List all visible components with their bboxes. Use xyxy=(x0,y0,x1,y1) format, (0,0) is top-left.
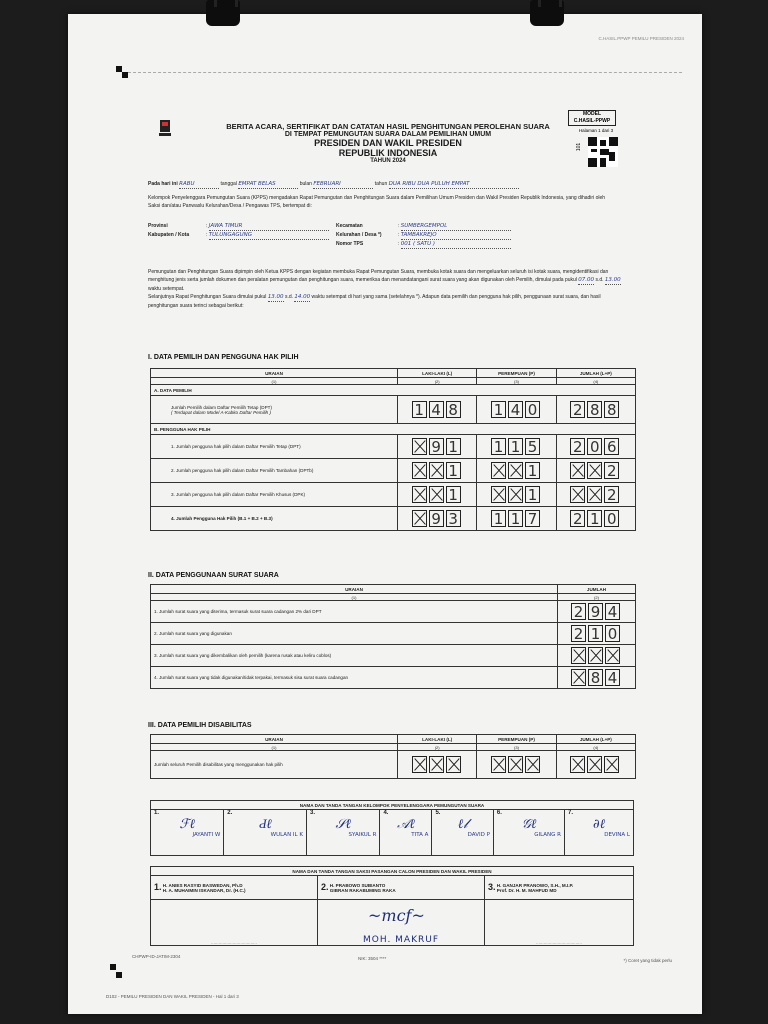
kpu-logo-icon xyxy=(158,118,172,138)
kpps-member-number: 5. xyxy=(435,810,441,816)
procedure-paragraph: Pemungutan dan Penghitungan Suara dipimpin oleh Ketua KPPS dengan kegiatan membuka Rapat Pemungutan Suara, membuka kotak suara dan mengeluarkan seluruh isi kotak suara, mengidentifikasi dan menghitung jenis serta jumlah dokumen dan peralatan pemungutan dan penghitungan suara, memeriksa dan menandatangani surat suara yang akan digunakan oleh Pemilih, dimulai pada pukul 07.00 s.d. 13.00 waktu setempat. Selanjutnya Rapat Penghitungan Suara dimulai pukul 13.00 s.d. 14.00 waktu setempat di hari yang sama (setelahnya *). Adapun data pemilih dan pengguna hak pilih, penggunaan surat suara, dan hasil penghitungan suara terinci sebagai berikut: xyxy=(148,269,621,309)
top-reference: C.HASIL.PPWP PEMILU PRESIDEN 2024 xyxy=(598,36,684,41)
crossed-digit-box xyxy=(605,647,620,664)
kpps-member-name: JAYANTI W xyxy=(192,832,221,838)
digit-box: 2 xyxy=(604,486,619,503)
digit-box: 1 xyxy=(446,438,461,455)
digit-box: 1 xyxy=(412,401,427,418)
digit-box: 4 xyxy=(429,401,444,418)
crossed-digit-box xyxy=(525,756,540,773)
table-kpps-signatures: NAMA DAN TANDA TANGAN KELOMPOK PENYELENGGARA PEMUNGUTAN SUARA 1. ℱℓ JAYANTI W 2. Ԁℓ WULAN IL K 3. 𝒮ℓ SYAIKUL R 4. 𝒜ℓ TITA A 5. ℓ𝓁 DAVID P 6. 𝒢ℓ GILANG R 7. ∂ℓ DEVINA L xyxy=(150,800,634,856)
kpps-member-name: GILANG R xyxy=(534,832,561,838)
footer-note: *) Coret yang tidak perlu xyxy=(623,958,672,963)
intro-paragraph: Kelompok Penyelenggara Pemungutan Suara (KPPS) mengadakan Rapat Pemungutan dan Penghitungan Suara dalam Pemilihan Umum Presiden dan Wakil Presiden Republik Indonesia, yang dihadiri oleh Saksi dan/atau Panwaslu Kelurahan/Desa / Pengawas TPS, bertempat di: xyxy=(148,195,606,209)
model-box: MODEL C.HASIL-PPWP xyxy=(568,110,616,126)
digit-boxes xyxy=(556,459,635,483)
section-1-title: I. DATA PEMILIH DAN PENGGUNA HAK PILIH xyxy=(148,354,299,361)
kpps-member-cell xyxy=(493,810,564,856)
qr-code-icon xyxy=(588,137,618,167)
digit-boxes xyxy=(477,435,556,459)
crossed-digit-box xyxy=(571,669,586,686)
digit-boxes xyxy=(477,483,556,507)
digit-box: 1 xyxy=(508,438,523,455)
table-section-2: URAIAN JUMLAH (1) (2) 1. Jumlah surat suara yang diterima, termasuk surat suara cadangan 2% dari DPT 2 9 4 2. Jumlah surat suara yang digunakan 2 1 0 3. Jumlah surat suara yang dikembalikan oleh pemilih (karena rusak atau keliru coblos) 4. Jumlah surat suara yang tidak digunakan/tidak terpakai, termasuk sisa surat suara cadangan 8 4 xyxy=(150,584,636,689)
digit-boxes xyxy=(556,507,635,531)
digit-boxes xyxy=(477,459,556,483)
digit-box: 4 xyxy=(605,603,620,620)
kpps-member-name: TITA A xyxy=(411,832,429,838)
registration-mark xyxy=(110,964,116,970)
location-right: Kecamatan : SUMBERGEMPOL Kelurahan / Desa *) : TAMBAKREJO Nomor TPS : 001 ( SATU ) xyxy=(336,222,576,249)
binder-clip xyxy=(530,0,564,26)
digit-box: 2 xyxy=(571,603,586,620)
crossed-digit-box xyxy=(412,486,427,503)
digit-box: 1 xyxy=(446,462,461,479)
kpps-member-name: SYAIKUL R xyxy=(348,832,377,838)
crossed-digit-box xyxy=(587,462,602,479)
kpps-member-cell xyxy=(151,810,224,856)
dpt-laki-boxes xyxy=(398,396,477,424)
kpps-member-cell xyxy=(306,810,379,856)
digit-box: 2 xyxy=(570,401,585,418)
digit-boxes xyxy=(558,601,636,623)
crossed-digit-box xyxy=(571,647,586,664)
crossed-digit-box xyxy=(587,756,602,773)
kpps-member-name: DAVID P xyxy=(467,832,490,838)
kpps-member-signature: ℓ𝓁 xyxy=(457,817,468,832)
digit-boxes xyxy=(558,645,636,667)
digit-box: 1 xyxy=(525,462,540,479)
form-sheet xyxy=(68,14,702,1014)
digit-box: 3 xyxy=(446,510,461,527)
crossed-digit-box xyxy=(570,486,585,503)
digit-box: 4 xyxy=(508,401,523,418)
kpps-member-name: DEVINA L xyxy=(604,832,630,838)
kpps-member-cell xyxy=(432,810,493,856)
crossed-digit-box xyxy=(412,756,427,773)
digit-box: 6 xyxy=(604,438,619,455)
kpps-member-number: 1. xyxy=(154,810,160,816)
crossed-digit-box xyxy=(508,462,523,479)
intro-date-line: Pada hari ini RABU tanggal EMPAT BELAS bulan FEBRUARI tahun DUA RIBU DUA PULUH EMPAT xyxy=(148,180,618,189)
page-indicator: Halaman 1 dari 3 xyxy=(578,128,614,133)
crossed-digit-box xyxy=(491,756,506,773)
kpps-member-number: 4. xyxy=(383,810,389,816)
perforation-line xyxy=(128,72,682,73)
digit-box: 7 xyxy=(525,510,540,527)
crossed-digit-box xyxy=(446,756,461,773)
kpps-member-signature: ℱℓ xyxy=(179,817,195,832)
digit-box: 1 xyxy=(491,510,506,527)
digit-box: 0 xyxy=(587,438,602,455)
kpps-member-number: 2. xyxy=(227,810,233,816)
kpps-member-signature: 𝒮ℓ xyxy=(335,817,351,832)
footer-bottom: D102 - PEMILU PRESIDEN DAN WAKIL PRESIDEN - Hal 1 dari 3 xyxy=(106,994,239,999)
digit-boxes xyxy=(558,667,636,689)
kpps-member-signature: 𝒢ℓ xyxy=(521,817,537,832)
section-3-title: III. DATA PEMILIH DISABILITAS xyxy=(148,722,252,729)
kpps-member-signature: ∂ℓ xyxy=(592,817,606,832)
digit-boxes xyxy=(558,623,636,645)
digit-boxes xyxy=(477,507,556,531)
digit-box: 0 xyxy=(605,625,620,642)
digit-box: 8 xyxy=(604,401,619,418)
table-witness-signatures: NAMA DAN TANDA TANGAN SAKSI PASANGAN CALON PRESIDEN DAN WAKIL PRESIDEN 1. H. ANIES RASYID BASWEDAN, Ph.D H. A. MUHAIMIN ISKANDAR, Dr. (H.C.) 2. H. PRABOWO SUBIANTO GIBRAN RAKABUMING RAKA 3. H. GANJAR PRANOWO, S.H., M.I.P. Prof. Dr. H. M. MAHFUD MD .................................... MOH. MAKRUF .................................... xyxy=(150,866,634,946)
digit-boxes xyxy=(477,751,556,779)
kpps-member-signature: Ԁℓ xyxy=(258,817,272,832)
digit-boxes xyxy=(556,751,635,779)
crossed-digit-box xyxy=(429,462,444,479)
digit-box: 2 xyxy=(570,510,585,527)
digit-boxes xyxy=(398,507,477,531)
crossed-digit-box xyxy=(412,510,427,527)
dpt-jumlah-boxes xyxy=(556,396,635,424)
location-left: Provinsi : JAWA TIMUR Kabupaten / Kota : TULUNGAGUNG xyxy=(148,222,378,240)
kpps-member-cell xyxy=(380,810,432,856)
kpps-member-number: 7. xyxy=(567,810,573,816)
registration-mark xyxy=(116,972,122,978)
digit-box: 1 xyxy=(587,510,602,527)
digit-box: 1 xyxy=(446,486,461,503)
registration-mark xyxy=(122,72,128,78)
footer-code: CHPWP-ID-JATIM-2304 xyxy=(132,954,181,959)
crossed-digit-box xyxy=(491,486,506,503)
kpps-member-number: 6. xyxy=(496,810,502,816)
crossed-digit-box xyxy=(604,756,619,773)
qr-number: 101 xyxy=(576,142,583,152)
section-2-title: II. DATA PENGGUNAAN SURAT SUARA xyxy=(148,572,279,579)
digit-box: 0 xyxy=(525,401,540,418)
digit-box: 2 xyxy=(571,625,586,642)
digit-box: 2 xyxy=(570,438,585,455)
dpt-perempuan-boxes xyxy=(477,396,556,424)
digit-boxes xyxy=(398,459,477,483)
witness-2-signature: ~mcf~ xyxy=(368,906,425,925)
crossed-digit-box xyxy=(429,756,444,773)
digit-box: 9 xyxy=(588,603,603,620)
crossed-digit-box xyxy=(587,486,602,503)
digit-box: 9 xyxy=(429,438,444,455)
digit-box: 1 xyxy=(525,486,540,503)
digit-box: 9 xyxy=(429,510,444,527)
digit-box: 4 xyxy=(605,669,620,686)
digit-box: 5 xyxy=(525,438,540,455)
crossed-digit-box xyxy=(570,462,585,479)
digit-boxes xyxy=(556,435,635,459)
table-section-1: URAIAN LAKI-LAKI (L) PEREMPUAN (P) JUMLAH (L+P) (1) (2) (3) (4) A. DATA PEMILIH Jumlah Pemilih dalam Daftar Pemilih Tetap (DPT) ( Terdapat dalam Model A-Kabko Daftar Pemilih ) 1 4 8 1 4 0 2 8 8 B. PENGGUNA HAK PILIH 1. Jumlah pengguna hak pilih dalam Daftar Pemilih Tetap (DPT) 9 1 1 1 5 2 0 6 2. Jumlah pengguna hak pilih dalam Daftar Pemilih Tambahan (DPTb) 1 1 2 3. Jumlah pengguna hak pilih dalam Daftar Pemilih Khusus (DPK) 1 1 2 4. Jumlah Pengguna Hak Pilih (B.1 + B.2 + B.3) 9 3 1 1 7 2 1 0 xyxy=(150,368,636,531)
table-section-3: URAIAN LAKI-LAKI (L) PEREMPUAN (P) JUMLAH (L+P) (1) (2) (3) (4) Jumlah seluruh Pemilih disabilitas yang menggunakan hak pilih xyxy=(150,734,636,779)
form-title: BERITA ACARA, SERTIFIKAT DAN CATATAN HASIL PENGHITUNGAN PEROLEHAN SUARA DI TEMPAT PEMUNGUTAN SUARA DALAM PEMILIHAN UMUM PRESIDEN DAN WAKIL PRESIDEN REPUBLIK INDONESIA TAHUN 2024 xyxy=(226,122,550,164)
binder-clip xyxy=(206,0,240,26)
kpps-member-cell xyxy=(224,810,307,856)
kpps-member-name: WULAN IL K xyxy=(270,832,303,838)
crossed-digit-box xyxy=(429,486,444,503)
crossed-digit-box xyxy=(491,462,506,479)
digit-box: 1 xyxy=(588,625,603,642)
crossed-digit-box xyxy=(412,438,427,455)
digit-box: 0 xyxy=(604,510,619,527)
crossed-digit-box xyxy=(570,756,585,773)
digit-boxes xyxy=(398,483,477,507)
digit-box: 1 xyxy=(491,438,506,455)
kpps-member-cell xyxy=(564,810,633,856)
crossed-digit-box xyxy=(508,756,523,773)
digit-boxes xyxy=(556,483,635,507)
crossed-digit-box xyxy=(412,462,427,479)
digit-boxes xyxy=(398,435,477,459)
kpps-member-number: 3. xyxy=(309,810,315,816)
digit-boxes xyxy=(398,751,477,779)
digit-box: 8 xyxy=(446,401,461,418)
crossed-digit-box xyxy=(588,647,603,664)
crossed-digit-box xyxy=(508,486,523,503)
witness-2-name: MOH. MAKRUF xyxy=(362,935,440,945)
footer-mid: NIK: 3504 **** xyxy=(358,956,387,961)
digit-box: 1 xyxy=(491,401,506,418)
digit-box: 2 xyxy=(604,462,619,479)
digit-box: 8 xyxy=(588,669,603,686)
digit-box: 1 xyxy=(508,510,523,527)
digit-box: 8 xyxy=(587,401,602,418)
kpps-member-signature: 𝒜ℓ xyxy=(397,817,415,832)
